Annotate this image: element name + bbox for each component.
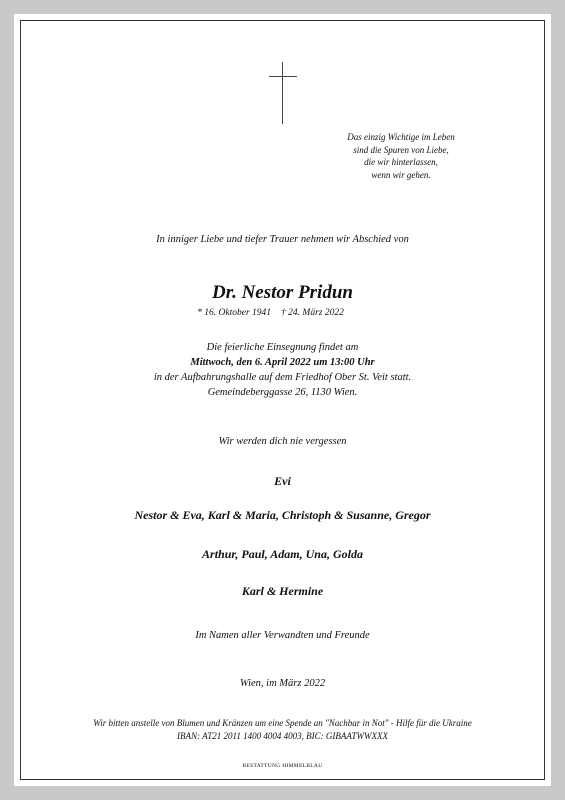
family-line: Nestor & Eva, Karl & Maria, Christoph & Susanne, Gregor: [134, 508, 431, 522]
quote-line: wenn wir gehen.: [371, 169, 431, 180]
bank-details: IBAN: AT21 2011 1400 4004 4003, BIC: GIBAATWWXXX: [177, 731, 388, 741]
ceremony-line: Die feierliche Einsegnung findet am: [206, 342, 359, 353]
ceremony-details: [14, 340, 551, 400]
quote-line: Das einzig Wichtige im Leben: [347, 132, 455, 142]
place-date: Wien, im März 2022: [239, 678, 326, 689]
farewell-text: Wir werden dich nie vergessen: [218, 436, 347, 447]
undertaker-name: BESTATTUNG HIMMELBLAU: [242, 763, 323, 769]
intro-text: In inniger Liebe und tiefer Trauer nehmen wir Abschied von: [156, 234, 409, 245]
ceremony-location: in der Aufbahrungshalle auf dem Friedhof Ober St. Veit statt.: [153, 372, 412, 383]
cross-icon: [269, 62, 297, 124]
quote-line: die wir hinterlassen,: [364, 157, 438, 167]
on-behalf-text: Im Namen aller Verwandten und Freunde: [195, 630, 370, 641]
donation-request: [14, 717, 551, 743]
ceremony-date: Mittwoch, den 6. April 2022 um 13:00 Uhr: [190, 357, 375, 368]
birth-date: * 16. Oktober 1941: [197, 308, 272, 318]
family-line: Karl & Hermine: [241, 584, 324, 598]
life-dates: [2, 308, 539, 318]
quote-line: sind die Spuren von Liebe,: [353, 144, 449, 155]
donation-text: Wir bitten anstelle von Blumen und Kränzen um eine Spende an "Nachbar in Not" - Hilfe für die Ukraine: [93, 718, 472, 728]
ceremony-address: Gemeindeberggasse 26, 1130 Wien.: [207, 387, 358, 398]
family-line: Evi: [274, 474, 291, 488]
family-line: Arthur, Paul, Adam, Una, Golda: [202, 547, 363, 561]
death-date: † 24. März 2022: [281, 308, 344, 318]
deceased-name: Dr. Nestor Pridun: [212, 282, 353, 303]
memorial-quote: [311, 131, 491, 181]
obituary-card: [14, 14, 551, 786]
